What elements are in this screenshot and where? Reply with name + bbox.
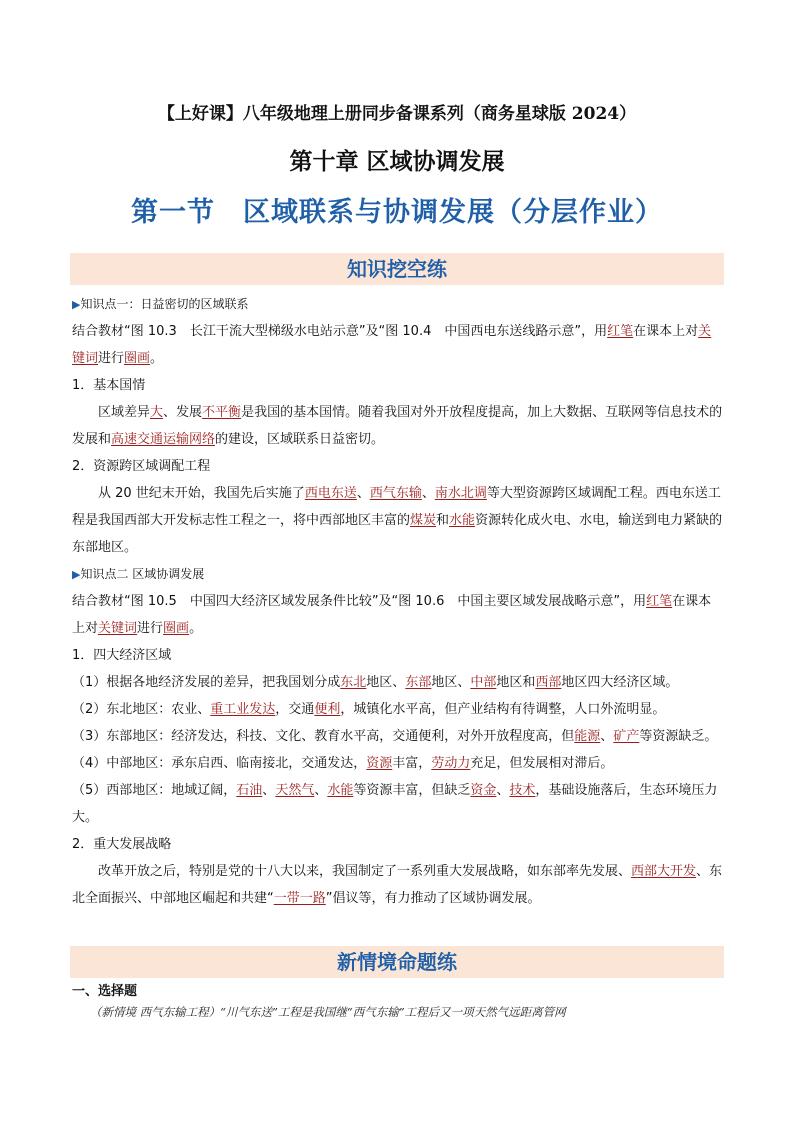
series-title: 【上好课】八年级地理上册同步备课系列（商务星球版 2024） [157,104,637,124]
new-context-banner: 新情境命题练 [70,946,724,978]
point1-heading-2: 2．资源跨区域调配工程 [72,459,211,474]
point2-item-5: （5）西部地区：地域辽阔，石油、天然气、水能等资源丰富，但缺乏资金、技术，基础设施落后，生态环境压力大。 [72,783,718,825]
triangle-bullet-icon: ▶ [72,298,81,311]
point2-title: ▶知识点二 区域协调发展 [72,567,205,581]
triangle-bullet-icon: ▶ [72,568,81,581]
point2-intro: 结合教材“图 10.5 中国四大经济区域发展条件比较”及“图 10.6 中国主要区域发展战略示意”，用红笔在课本上对关键词进行圈画。 [72,594,712,636]
question-text: （新情境 西气东输工程）“川气东送”工程是我国继“西气东输”工程后又一项天然气远距离管网 [90,1005,566,1019]
point1-paragraph-1: 区域差异大、发展不平衡是我国的基本国情。随着我国对外开放程度提高，加上大数据、互联网等信息技术的发展和高速交通运输网络的建设，区域联系日益密切。 [72,405,723,447]
point2-item-2: （2）东北地区：农业、重工业发达，交通便利，城镇化水平高，但产业结构有待调整，人口外流明显。 [72,702,666,717]
knowledge-content [72,291,724,912]
point2-item-3: （3）东部地区：经济发达，科技、文化、教育水平高，交通便利，对外开放程度高，但能源、矿产等资源缺乏。 [72,729,718,744]
point1-intro: 结合教材“图 10.3 长江干流大型梯级水电站示意”及“图 10.4 中国西电东送线路示意”，用红笔在课本上对关键词进行圈画。 [72,324,712,366]
knowledge-banner: 知识挖空练 [70,253,724,285]
point1-title: ▶知识点一：日益密切的区域联系 [72,297,249,311]
point2-paragraph-2: 改革开放之后，特别是党的十八大以来，我国制定了一系列重大发展战略，如东部率先发展、西部大开发、东北全面振兴、中部地区崛起和共建“一带一路”倡议等，有力推动了区域协调发展。 [72,864,723,906]
point2-heading-2: 2．重大发展战略 [72,837,172,852]
point1-heading-1: 1．基本国情 [72,378,146,393]
point1-paragraph-2: 从 20 世纪末开始，我国先后实施了西电东送、西气东输、南水北调等大型资源跨区域调配工程。西电东送工程是我国西部大开发标志性工程之一，将中西部地区丰富的煤炭和水能资源转化成火电、水电，输送到电力紧缺的东部地区。 [72,486,723,555]
point2-heading-1: 1．四大经济区域 [72,648,172,663]
point2-item-4: （4）中部地区：承东启西、临南接北，交通发达，资源丰富，劳动力充足，但发展相对滞后。 [72,756,614,771]
section-title: 第一节 区域联系与协调发展（分层作业） [131,197,663,228]
chapter-title: 第十章 区域协调发展 [289,149,505,175]
point2-item-1: （1）根据各地经济发展的差异，把我国划分成东北地区、东部地区、中部地区和西部地区四大经济区域。 [72,675,679,690]
choice-question-heading: 一、选择题 [72,984,138,999]
